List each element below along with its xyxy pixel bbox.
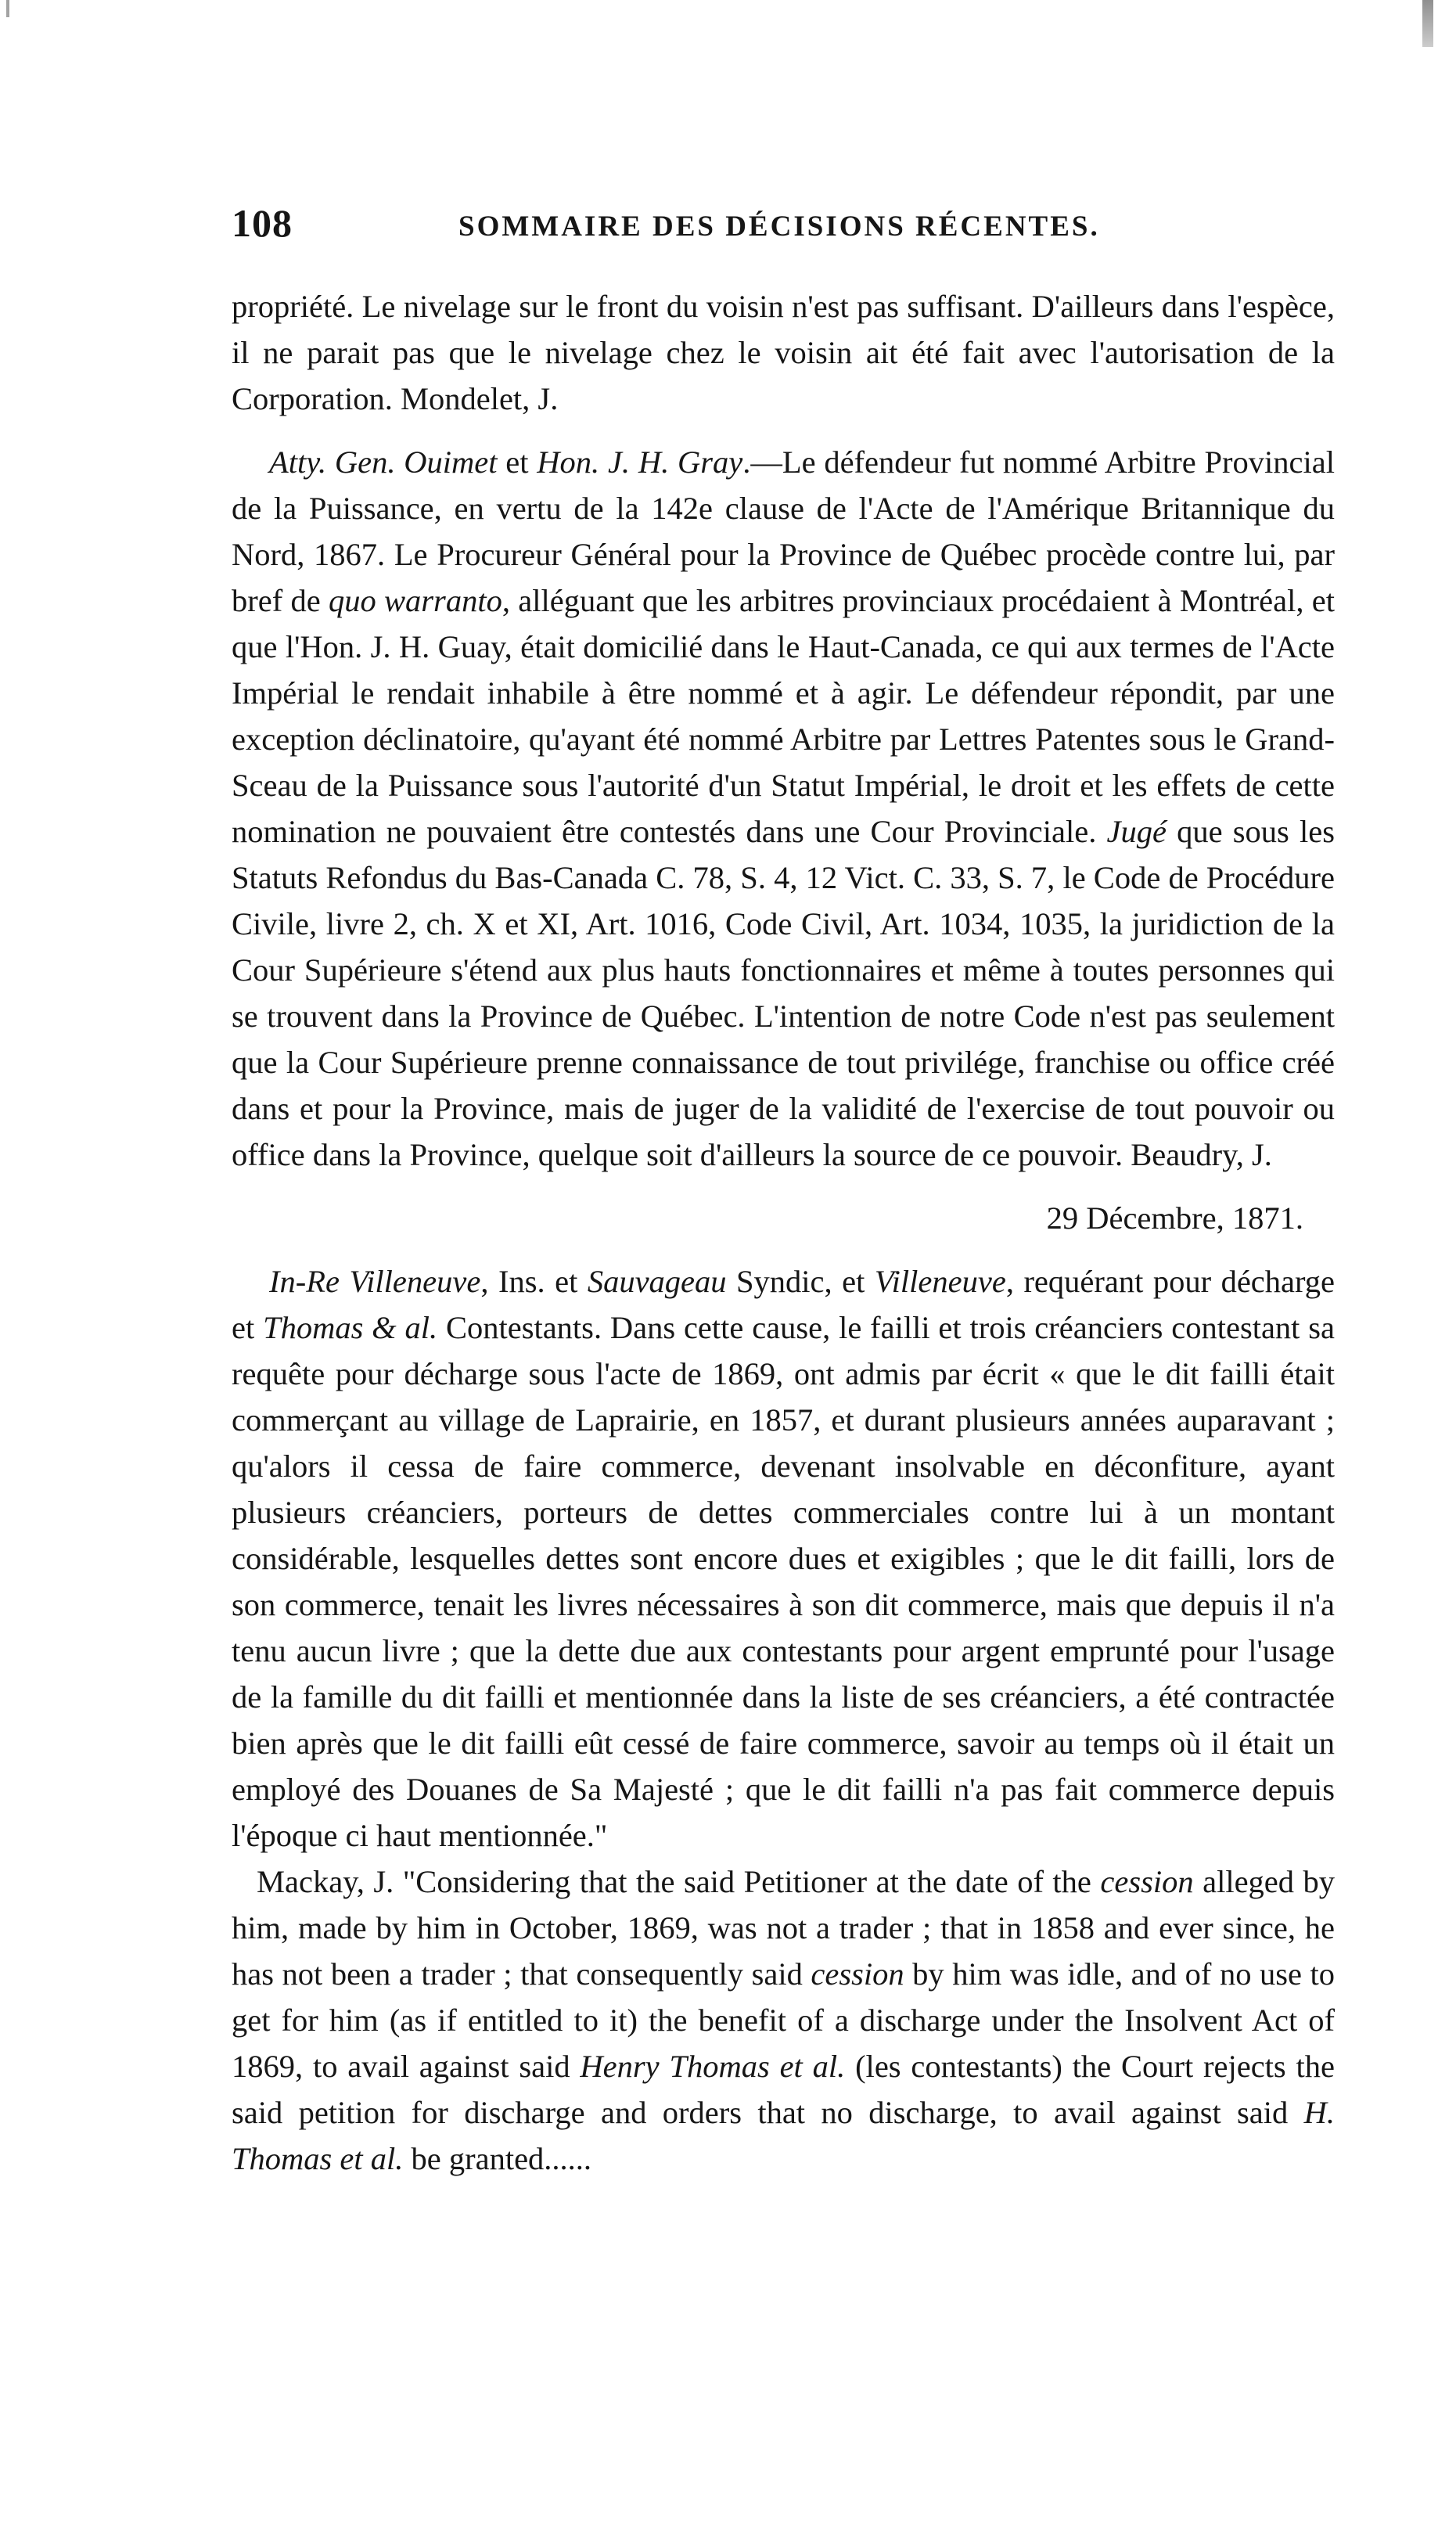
italic-text: Sauvageau: [587, 1264, 727, 1299]
text-run: et: [497, 444, 537, 480]
italic-text: In-Re Villeneuve: [269, 1264, 481, 1299]
text-run: , Ins. et: [480, 1264, 588, 1299]
italic-text: Hon. J. H. Gray: [537, 444, 743, 480]
text-run: (les contestants) the Court rejects the said petition for discharge and orders that no discharge, to avail against said: [232, 2049, 1335, 2130]
italic-text: Henry Thomas et al.: [580, 2049, 846, 2084]
text-run: be granted......: [403, 2141, 592, 2176]
italic-text: cession: [811, 1956, 904, 1992]
scan-edge-mark: [1422, 0, 1433, 47]
text-run: Mackay, J. "Considering that the said Petitioner at the date of the: [257, 1864, 1101, 1899]
page-number: 108: [232, 201, 293, 245]
text-run: .—Le défendeur fut nommé Arbitre Provincial de la Puissance, en vertu de la 142e clause de l'Acte de l'Amérique Britannique du Nord, 1867. Le Procureur Général pour la Province de Québec procède contre lui, par bref de: [232, 444, 1336, 618]
scan-tick-mark: [6, 0, 9, 17]
paragraph: [232, 439, 1335, 1178]
text-run: propriété. Le nivelage sur le front du voisin n'est pas suffisant. D'ailleurs dans l'espèce, il ne parait pas que le nivelage chez le voisin ait été fait avec l'autorisation de la Corporation. Mondelet, J.: [232, 289, 1335, 416]
italic-text: quo warranto: [329, 583, 502, 618]
paragraph: [232, 1258, 1335, 1859]
text-run: , alléguant que les arbitres provinciaux procédaient à Montréal, et que l'Hon. J. H. Guay, était domicilié dans le Haut-Canada, ce qui aux termes de l'Acte Impérial le rendait inhabile à être nommé et à agir. Le défendeur répondit, par une exception déclinatoire, qu'ayant été nommé Arbitre par Lettres Patentes sous le Grand-Sceau de la Puissance sous l'autorité d'un Statut Impérial, le droit et les effets de cette nomination ne pouvaient être contestés dans une Cour Provinciale.: [232, 583, 1335, 849]
body-text: [232, 283, 1335, 2182]
text-run: by him was idle, and of no use to get for him (as if entitled to it) the benefit of a discharge under the Insolvent Act of 1869, to avail against said: [232, 1956, 1336, 2084]
running-head: [232, 200, 1343, 271]
date-line: [232, 1195, 1335, 1241]
header-title: SOMMAIRE DES DÉCISIONS RÉCENTES.: [458, 211, 1100, 243]
italic-text: Villeneuve: [874, 1264, 1006, 1299]
paragraph: [232, 283, 1335, 422]
italic-text: cession: [1100, 1864, 1194, 1899]
text-run: Syndic, et: [726, 1264, 875, 1299]
text-run: alleged by him, made by him in October, 1869, was not a trader ; that in 1858 and ever since, he has not been a trader ; that consequently said: [232, 1864, 1335, 1992]
italic-text: Jugé: [1106, 814, 1167, 849]
text-run: Contestants. Dans cette cause, le failli et trois créanciers contestant sa requête pour décharge sous l'acte de 1869, ont admis par écrit « que le dit failli était commerçant au village de Laprairie, en 1857, et durant plusieurs années auparavant ; qu'alors il cessa de faire commerce, devenant insolvable en déconfiture, ayant plusieurs créanciers, porteurs de dettes commerciales contre lui à un montant considérable, lesquelles dettes sont encore dues et exigibles ; que le dit failli, lors de son commerce, tenait les livres nécessaires à son dit commerce, mais que depuis il n'a tenu aucun livre ; que la dette due aux contestants pour argent emprunté pour l'usage de la famille du dit failli et mentionnée dans la liste de ses créanciers, a été contractée bien après que le dit failli eût cessé de faire commerce, savoir au temps où il était un employé des Douanes de Sa Majesté ; que le dit failli n'a pas fait commerce depuis l'époque ci haut mentionnée.": [232, 1310, 1335, 1853]
text-run: que sous les Statuts Refondus du Bas-Canada C. 78, S. 4, 12 Vict. C. 33, S. 7, le Code de Procédure Civile, livre 2, ch. X et XI, Art. 1016, Code Civil, Art. 1034, 1035, la juridiction de la Cour Supérieure s'étend aux plus hauts fonctionnaires et même à toutes personnes qui se trouvent dans la Province de Québec. L'intention de notre Code n'est pas seulement que la Cour Supérieure prenne connaissance de tout privilége, franchise ou office créé dans et pour la Province, mais de juger de la validité de l'exercise de tout pouvoir ou office dans la Province, quelque soit d'ailleurs la source de ce pouvoir. Beaudry, J.: [232, 814, 1335, 1172]
text-run: , requérant pour décharge et: [232, 1264, 1335, 1345]
italic-text: Thomas & al.: [263, 1310, 438, 1345]
text-run: 29 Décembre, 1871.: [1046, 1200, 1303, 1236]
paragraph: [232, 1859, 1335, 2182]
italic-text: Atty. Gen. Ouimet: [269, 444, 498, 480]
italic-text: H. Thomas et al.: [232, 2095, 1335, 2176]
